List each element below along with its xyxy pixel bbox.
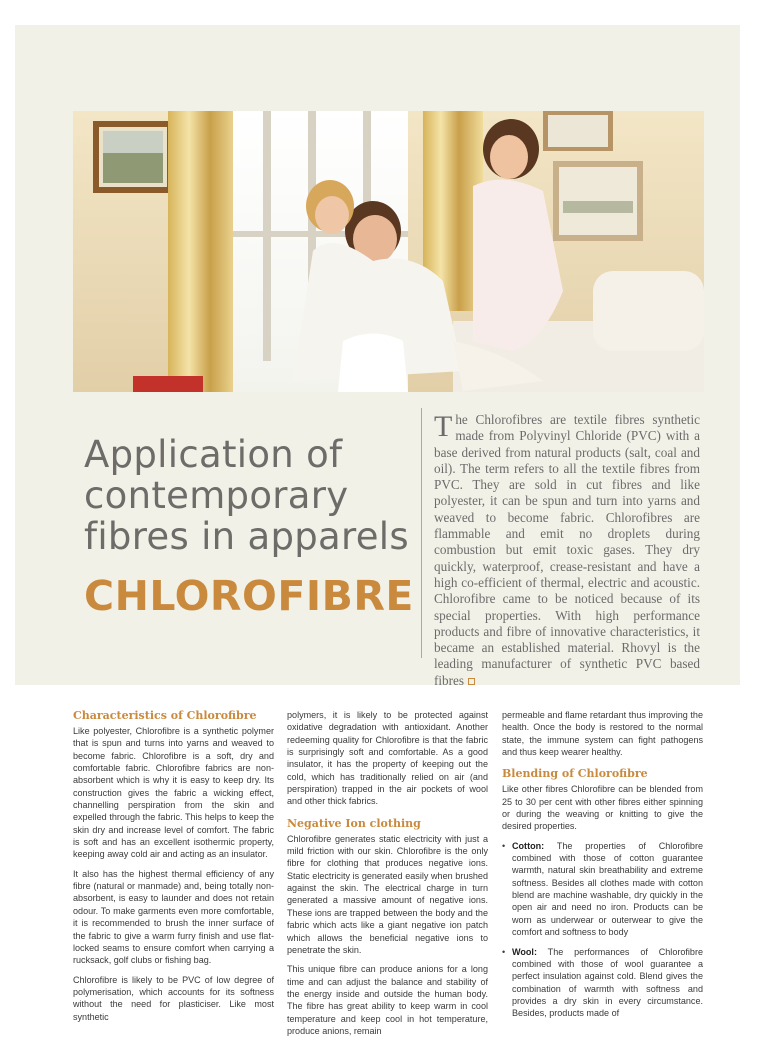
page-subtitle: CHLOROFIBRE <box>84 572 414 620</box>
list-item-text: The properties of Chlorofibre combined with those of cotton guarantee warmth, natural skin breathability and extreme softness. Besides all clothes made with cotton blend are machine washable, dry quickly in the open air and need no iron. Products can be worn as underwear or outerwear to give the comfort and softness to body <box>512 840 703 938</box>
drop-cap: T <box>434 410 453 443</box>
column-3 <box>502 709 703 1027</box>
section-heading-blending: Blending of Chlorofibre <box>502 767 648 781</box>
title-line-2: contemporary <box>84 474 349 517</box>
list-item-text: The performances of Chlorofibre combined with those of wool guarantee a perfect insulation against cold. Blend gives the combination of warmth with softness and provides a dry skin in every circumstance. Besides, products made of <box>512 946 703 1019</box>
column-2 <box>287 709 488 1044</box>
blend-list <box>502 840 703 1020</box>
title-line-3: fibres in apparels <box>84 515 409 558</box>
section-heading-characteristics: Characteristics of Chlorofibre <box>73 709 257 722</box>
family-photo <box>73 111 704 392</box>
intro-paragraph <box>434 412 700 689</box>
list-item <box>502 946 703 1020</box>
divider-line <box>421 408 422 658</box>
paragraph: This unique fibre can produce anions for a long time and can adjust the balance and stability of the energy inside and outside the human body. The fibre has great ability to keep warm in cool temperature and keep cool in hot temperature, produce anions, remain <box>287 964 488 1036</box>
paragraph: permeable and flame retardant thus improving the health. Once the body is restored to the normal state, the immune system can fight pathogens and thus keep wearer healthy. <box>502 710 703 758</box>
column-1 <box>73 709 274 1030</box>
paragraph: It also has the highest thermal efficiency of any fibre (natural or manmade) and, being totally non-absorbent, is easy to launder and does not retain odour. To make garments even more comfortable, it is recommended to brush the inner surface of the fabric to give a warm furry finish and use flat-locked seams to ensure comfort when carrying a rucksack, golf clubs or fishing bag. <box>73 868 274 966</box>
end-mark-icon <box>468 678 475 685</box>
list-item-label: Cotton: <box>512 840 545 851</box>
list-item <box>502 840 703 939</box>
paragraph: Chlorofibre is likely to be PVC of low degree of polymerisation, which accounts for its softness without the need for plasticiser. Like most synthetic <box>73 974 274 1022</box>
section-heading-negative-ion: Negative Ion clothing <box>287 816 421 830</box>
intro-text: he Chlorofibres are textile fibres synthetic made from Polyvinyl Chloride (PVC) with a base derived from natural products (salt, coal and oil). The term refers to all the textile fibres from PVC. They are sold in cut fibres and like polyester, it can be spun and turn into yarns and weaved to become fabric. Chlorofibres are flammable and emit no droplets during combustion but emit toxic gases. They dry quickly, waterproof, crease-resistant and have a high co-efficient of thermal, electric and acoustic. Chlorofibre came to be noticed because of its special properties. With high performance products and fibre of innovative characteristics, it became an established material. Rhovyl is the leading manufacturer of synthetic PVC based fibres <box>434 412 700 688</box>
title-line-1: Application of <box>84 433 343 476</box>
paragraph: polymers, it is likely to be protected against oxidative degradation with antioxidant. Another redeeming quality for Chlorofibre is that the fabric is surprisingly soft and comfortable. As a good insulator, it has the property of keeping out the cold, which has traditionally relied on air (and perspiration) trapped in the air pockets of wool and other thick fabrics. <box>287 710 488 807</box>
paragraph: Like polyester, Chlorofibre is a synthetic polymer that is spun and turns into yarns and weaved to become fabric. Chlorofibre is a soft, dry and comfortable fabric. Chlorofibre fabrics are non-absorbent which is why it is easy to keep dry. Its construction gives the fabric a wicking effect, channelling perspiration from the skin and expelled through the fabric. This helps to keep the skin dry and increase level of comfort. The fabric is soft and has an excellent isothermic property, keeping away cold air and acting as an insulator. <box>73 726 274 860</box>
list-item-label: Wool: <box>512 946 537 957</box>
paragraph: Chlorofibre generates static electricity with just a mild friction with our skin. Chlorofibre is the only fibre for clothing that produces negative ions. Static electricity is generated easily when brushed against the skin. The electrical charge in turn generated a massive amount of negative ions. These ions are trapped between the body and the fabric which acts like a giant negative ion patch which allows the beneficial negative ions to penetrate the skin. <box>287 833 488 955</box>
page-title <box>84 434 414 557</box>
paragraph: Like other fibres Chlorofibre can be blended from 25 to 30 per cent with other fibres either spinning or during the weaving or knitting to give the desired properties. <box>502 784 703 832</box>
